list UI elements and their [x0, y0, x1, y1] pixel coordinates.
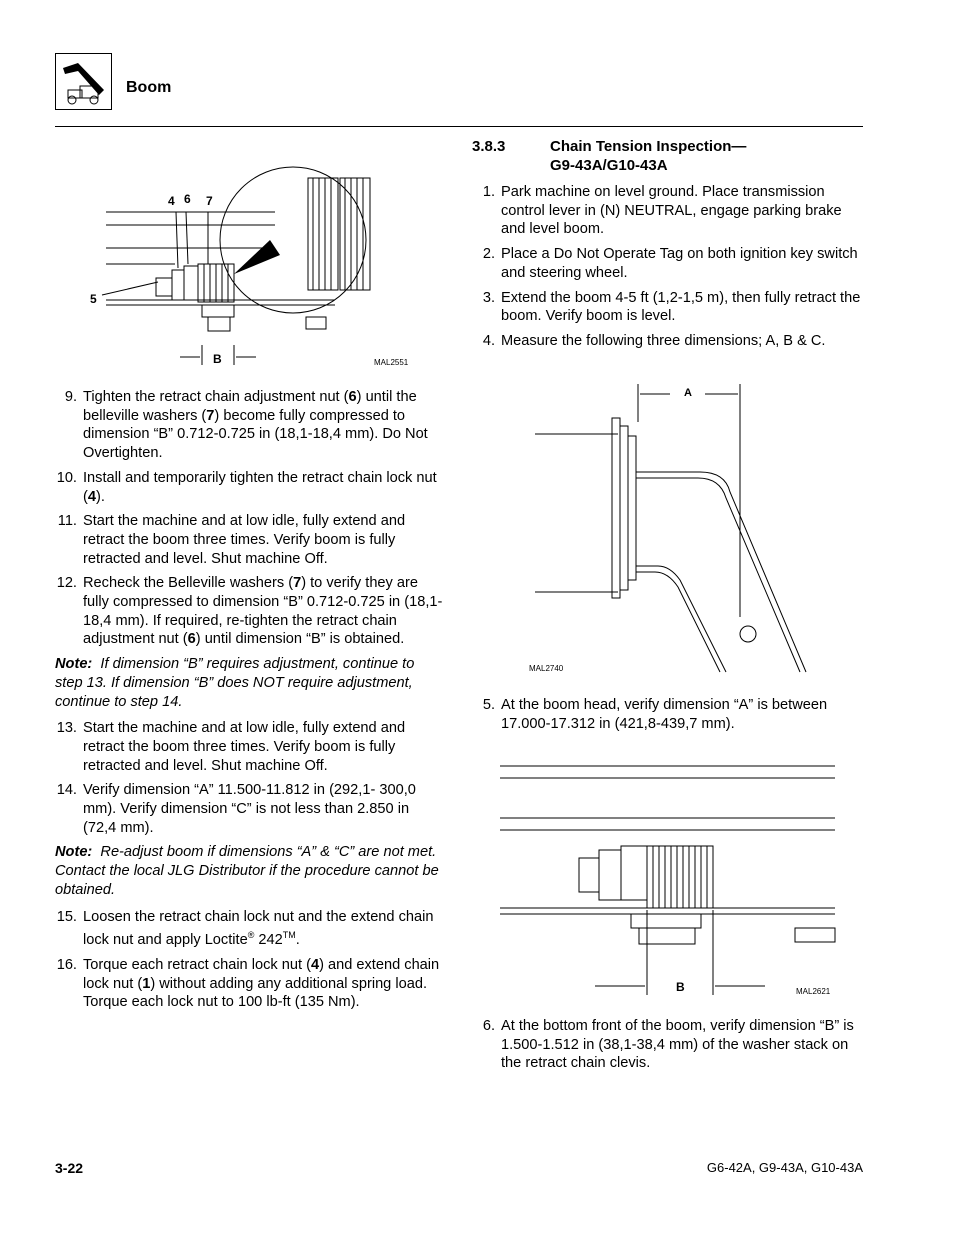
step-number: 13. [56, 720, 77, 737]
step-number: 10. [56, 469, 77, 486]
note-dimension-b: Note: If dimension “B” requires adjustment, continue to step 13. If dimension “B” does NOT require adjustment, continue to step 14. [55, 656, 415, 710]
section-heading: 3.8.3 Chain Tension Inspection— G9-43A/G10-43A [472, 138, 747, 174]
step-text: Extend the boom 4-5 ft (1,2-1,5 m), then fully retract the boom. Verify boom is level. [501, 289, 861, 325]
list-item [473, 183, 863, 239]
list-item [55, 908, 443, 950]
step-text: Place a Do Not Operate Tag on both ignition key switch and steering wheel. [501, 246, 858, 281]
step-text: Torque each retract chain lock nut (4) and extend chain lock nut (1) without adding any additional spring load. Torque each lock nut to 100 lb-ft (135 Nm). [83, 956, 440, 1011]
step-text: At the bottom front of the boom, verify dimension “B” is 1.500-1.512 in (38,1-38,4 mm) of the washer stack on the retract chain clevis. [501, 1018, 854, 1072]
page-number: 3-22 [55, 1160, 84, 1176]
steps-9-12 [55, 388, 443, 649]
note-readjust: Note: Re-adjust boom if dimensions “A” & “C” are not met. Contact the local JLG Distributor if the procedure cannot be obtained. [55, 844, 439, 898]
fig2-dimension-a: A [684, 387, 692, 399]
fig1-callout-6: 6 [184, 192, 191, 206]
list-item [473, 696, 863, 733]
list-item [55, 388, 443, 463]
list-item [473, 1017, 863, 1073]
list-item [55, 512, 443, 568]
steps-13-14 [55, 719, 443, 837]
model-list: G6-42A, G9-43A, G10-43A [706, 1160, 863, 1175]
step-text: Verify dimension “A” 11.500-11.812 in (292,1- 300,0 mm). Verify dimension “C” is not less than 2.850 in (72,4 mm). [83, 782, 416, 836]
step-text: Measure the following three dimensions; A, B & C. [501, 332, 826, 349]
step-number: 11. [57, 513, 77, 530]
fig1-id: MAL2551 [374, 358, 409, 367]
page-section-title: Boom [126, 79, 172, 96]
list-item [55, 781, 443, 837]
step-text: Start the machine and at low idle, fully extend and retract the boom three times. Verify boom is fully retracted and level. Shut machine Off. [83, 720, 406, 774]
list-item [473, 245, 863, 282]
steps-15-16 [55, 908, 443, 1012]
header-logo [55, 53, 112, 110]
steps-1-4 [473, 183, 863, 357]
boom-machine-icon [56, 54, 113, 111]
left-column [55, 388, 443, 1018]
fig1-callout-5: 5 [90, 292, 97, 306]
figure-boom-head-dimension-a [530, 382, 830, 682]
list-item [55, 719, 443, 775]
step-5 [473, 696, 863, 739]
step-number: 3. [482, 289, 495, 306]
step-text: Tighten the retract chain adjustment nut (6) until the belleville washers (7) become fully compressed to dimension “B” 0.712-0.725 in (18,1-18,4 mm). Do Not Overtighten. [83, 389, 428, 462]
step-number: 14. [56, 782, 77, 799]
list-item [473, 289, 863, 326]
step-text: Start the machine and at low idle, fully extend and retract the boom three times. Verify boom is fully retracted and level. Shut machine Off. [83, 513, 406, 567]
fig1-dimension-b: B [213, 352, 222, 366]
step-text: Recheck the Belleville washers (7) to verify they are fully compressed to dimension “B” 0.712-0.725 in (18,1-18,4 mm). If required, re-tighten the retract chain adjustment nut (6) until dimension “B” is obtained. [83, 575, 443, 648]
list-item [55, 469, 443, 506]
step-text: Loosen the retract chain lock nut and the extend chain lock nut and apply Loctite® 242™. [83, 908, 434, 949]
step-number: 16. [56, 956, 77, 973]
figure-washer-stack-dimension-b [495, 760, 840, 1000]
fig2-id: MAL2740 [529, 664, 564, 673]
step-number: 4. [482, 332, 495, 349]
list-item [55, 956, 443, 1012]
fig3-id: MAL2621 [796, 987, 831, 996]
step-number: 2. [482, 246, 495, 263]
list-item [473, 332, 863, 351]
step-text: Install and temporarily tighten the retract chain lock nut (4). [83, 469, 437, 505]
fig3-dimension-b: B [676, 980, 685, 994]
list-item [55, 574, 443, 649]
header-rule [55, 126, 863, 127]
fig1-callout-4: 4 [168, 194, 175, 208]
step-number: 15. [56, 908, 77, 925]
step-number: 6. [482, 1018, 495, 1034]
step-number: 5. [482, 697, 495, 713]
step-number: 12. [56, 575, 77, 592]
step-number: 1. [482, 184, 495, 200]
step-6 [473, 1017, 863, 1079]
step-number: 9. [64, 389, 77, 405]
figure-retract-chain-adjustment [90, 160, 450, 375]
step-text: Park machine on level ground. Place transmission control lever in (N) NEUTRAL, engage parking brake and level boom. [501, 184, 842, 238]
step-text: At the boom head, verify dimension “A” is between 17.000-17.312 in (421,8-439,7 mm). [501, 697, 828, 732]
fig1-callout-7: 7 [206, 194, 213, 208]
